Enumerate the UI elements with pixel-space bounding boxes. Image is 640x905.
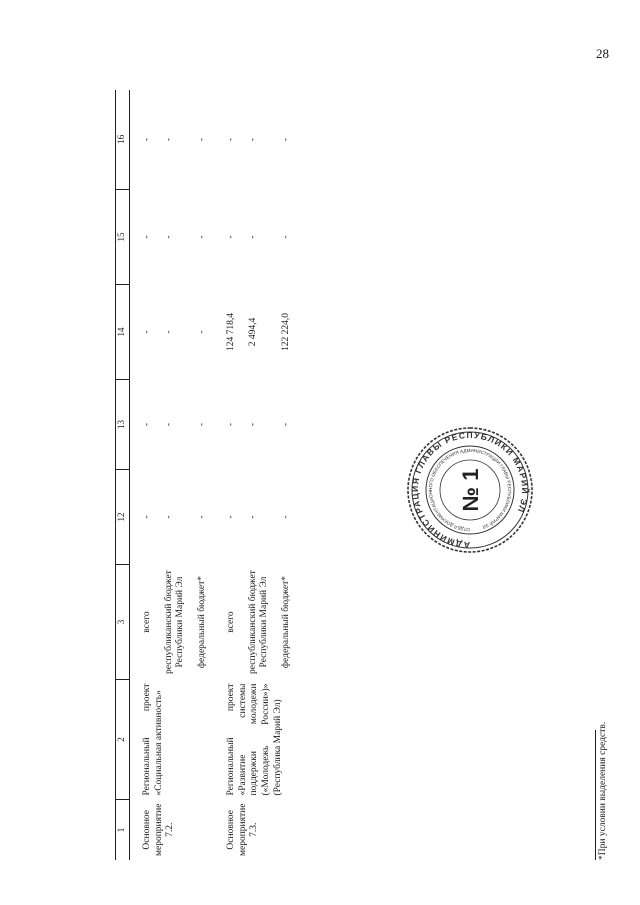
header-gap-row [130,90,143,860]
project-name-cell: Региональный проект «Развитие системы поддержки молодежи («Молодежь России»)» (Республика Марий Эл) [226,683,283,796]
project-name-cell: Региональный проект «Социальная активность» [142,683,164,796]
footnote: *При условии выделения средств. [598,721,608,860]
value-cell: - [196,422,207,427]
table-row [142,90,164,860]
funding-source-cell: федеральный бюджет* [281,575,292,669]
value-cell: - [163,422,174,427]
value-cell: - [163,330,174,334]
value-cell: 2 494,4 [247,317,258,347]
column-number-row [116,90,130,860]
value-cell: - [142,422,152,427]
svg-text:АДМИНИСТРАЦИЯ ГЛАВЫ РЕСПУБЛИКИ: АДМИНИСТРАЦИЯ ГЛАВЫ РЕСПУБЛИКИ МАРИЙ ЭЛ [409,429,531,551]
table-row [226,90,248,860]
value-cell: - [196,137,207,142]
value-cell: - [226,422,237,427]
column-number-3: 3 [116,565,130,680]
funding-source-cell: республиканский бюджет Республики Марий Эл [247,570,270,674]
value-cell: - [281,422,292,427]
value-cell: - [142,330,152,334]
value-cell: - [226,137,237,142]
page-number: 28 [596,46,609,61]
funding-source-cell: всего [142,611,152,633]
svg-text:№ 1: № 1 [458,468,483,512]
value-cell: 124 718,4 [226,313,237,352]
column-number-16: 16 [116,90,130,190]
value-cell: - [142,137,152,142]
budget-table [115,90,303,860]
value-cell: - [247,235,258,239]
column-number-15: 15 [116,190,130,285]
funding-source-cell: федеральный бюджет* [196,575,207,669]
footnote-divider [595,730,596,860]
measure-cell: Основное мероприятие 7.2. [142,803,176,856]
value-cell: - [163,515,174,519]
value-cell: - [247,137,258,142]
svg-text:ОТДЕЛ ДОКУМЕНТАЦИОННОГО ОБЕСПЕ: ОТДЕЛ ДОКУМЕНТАЦИОННОГО ОБЕСПЕЧЕНИЯ АДМИНИСТРАЦИИ ГЛАВЫ РЕСПУБЛИКИ МАРИЙ ЭЛ [427,447,513,533]
value-cell: - [281,515,292,519]
column-number-14: 14 [116,285,130,380]
value-cell: - [196,235,207,239]
column-number-1: 1 [116,800,130,860]
column-number-2: 2 [116,680,130,800]
column-number-12: 12 [116,470,130,565]
value-cell: - [281,235,292,239]
measure-cell: Основное мероприятие 7.3. [226,803,260,856]
value-cell: - [226,515,237,519]
value-cell: - [142,515,152,519]
value-cell: - [163,137,174,142]
funding-source-cell: всего [226,611,237,633]
value-cell: - [281,137,292,142]
value-cell: 122 224,0 [281,313,292,352]
value-cell: - [247,422,258,427]
value-cell: - [142,235,152,239]
official-stamp [405,425,535,555]
value-cell: - [226,235,237,239]
value-cell: - [163,235,174,239]
column-number-13: 13 [116,380,130,470]
value-cell: - [196,515,207,519]
value-cell: - [196,330,207,334]
funding-source-cell: республиканский бюджет Республики Марий Эл [163,570,186,674]
value-cell: - [247,515,258,519]
